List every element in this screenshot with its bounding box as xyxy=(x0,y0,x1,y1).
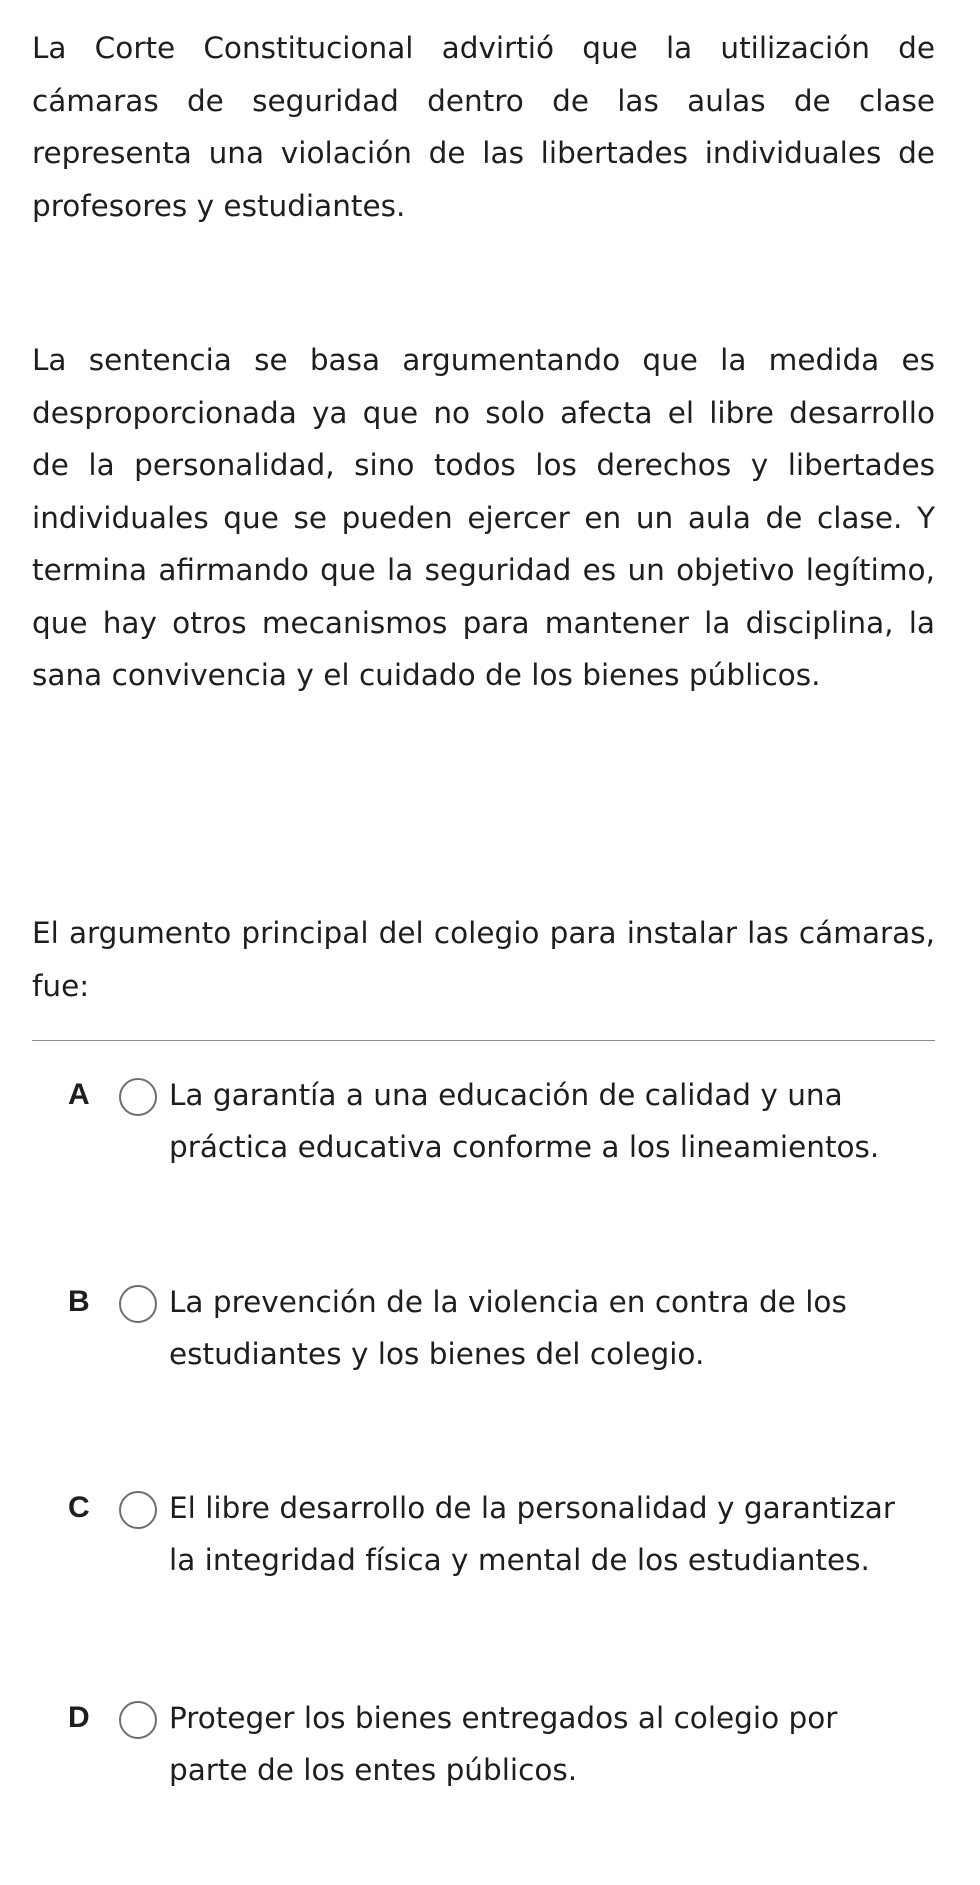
option-letter: B xyxy=(68,1285,90,1318)
radio-button-d[interactable] xyxy=(119,1701,157,1739)
radio-button-a[interactable] xyxy=(119,1078,157,1116)
option-letter: A xyxy=(68,1078,90,1111)
option-letter: C xyxy=(68,1491,90,1524)
answer-option-d[interactable] xyxy=(0,1692,980,1852)
passage-paragraph-2: La sentencia se basa argumentando que la medida es desproporcionada ya que no solo afecta el libre desarrollo de la personalidad, sino todos los derechos y libertades individuales que se pueden ejercer en un aula de clase. Y termina afirmando que la seguridad es un objetivo legítimo, que hay otros mecanismos para mantener la disciplina, la sana convivencia y el cuidado de los bienes públicos. xyxy=(32,343,935,692)
option-text: La garantía a una educación de calidad y una práctica educativa conforme a los lineamientos. xyxy=(169,1078,880,1164)
answer-option-a[interactable] xyxy=(0,1069,980,1229)
question-text: El argumento principal del colegio para instalar las cámaras, fue: xyxy=(32,916,935,1003)
option-text: La prevención de la violencia en contra de los estudiantes y los bienes del colegio. xyxy=(169,1285,847,1371)
radio-button-b[interactable] xyxy=(119,1285,157,1323)
option-text: El libre desarrollo de la personalidad y garantizar la integridad física y mental de los estudiantes. xyxy=(169,1491,896,1577)
divider xyxy=(32,1040,935,1041)
option-letter: D xyxy=(68,1701,90,1734)
option-text: Proteger los bienes entregados al colegio por parte de los entes públicos. xyxy=(169,1701,838,1787)
passage-paragraph-1: La Corte Constitucional advirtió que la utilización de cámaras de seguridad dentro de las aulas de clase representa una violación de las libertades individuales de profesores y estudiantes. xyxy=(32,31,935,223)
answer-option-c[interactable] xyxy=(0,1482,980,1642)
answer-option-b[interactable] xyxy=(0,1276,980,1436)
radio-button-c[interactable] xyxy=(119,1491,157,1529)
